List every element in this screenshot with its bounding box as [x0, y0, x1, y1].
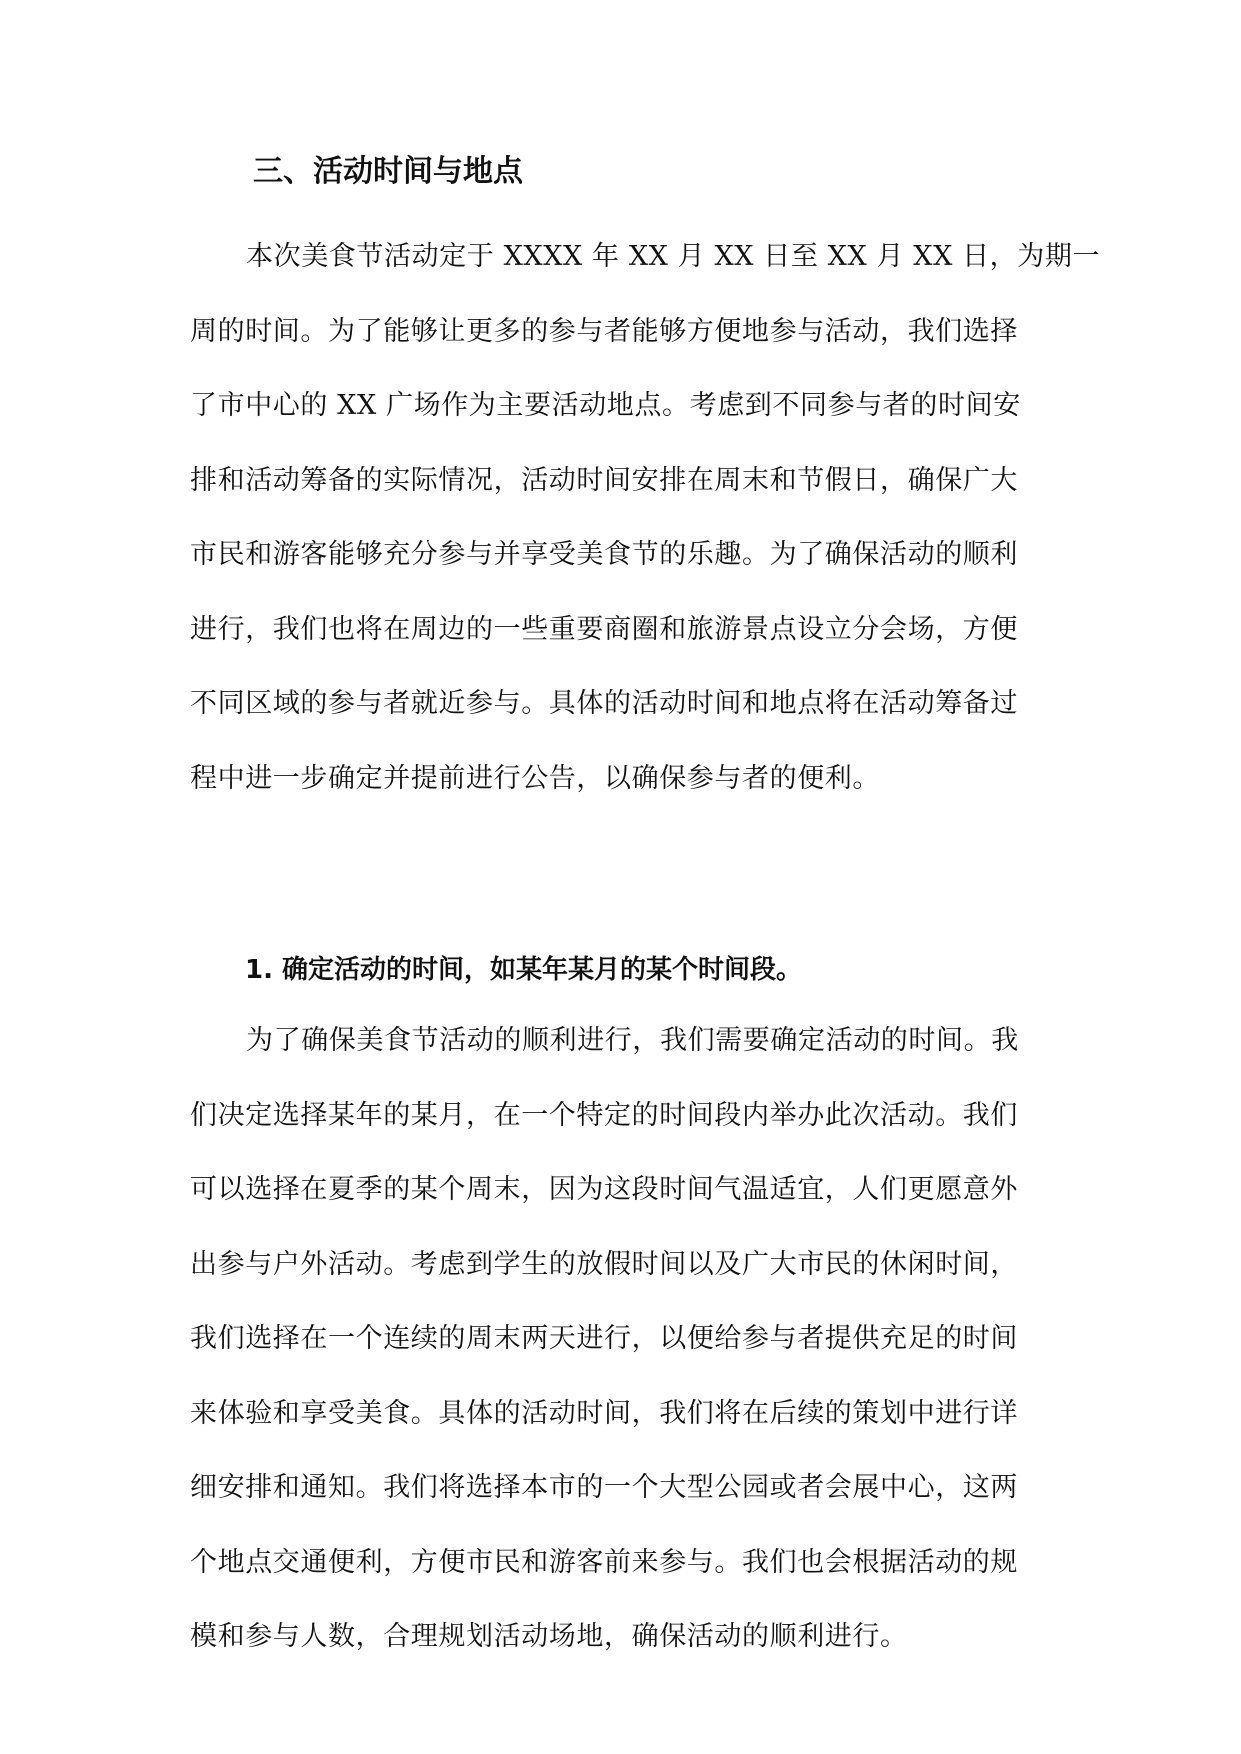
paragraph-line: 本次美食节活动定于 XXXX 年 XX 月 XX 日至 XX 月 XX 日，为期一: [246, 241, 1101, 272]
paragraph-line: 了市中心的 XX 广场作为主要活动地点。考虑到不同参与者的时间安: [190, 390, 1021, 421]
paragraph-line: 为了确保美食节活动的顺利进行，我们需要确定活动的时间。我: [246, 1025, 1019, 1056]
paragraph-line: 不同区域的参与者就近参与。具体的活动时间和地点将在活动筹备过: [190, 688, 1018, 719]
paragraph-line: 我们选择在一个连续的周末两天进行，以便给参与者提供充足的时间: [190, 1323, 1018, 1354]
paragraph-line: 排和活动筹备的实际情况，活动时间安排在周末和节假日，确保广大: [190, 464, 1018, 496]
subsection-paragraph: [190, 1004, 1060, 1675]
paragraph-line: 进行，我们也将在周边的一些重要商圈和旅游景点设立分会场，方便: [190, 613, 1018, 645]
paragraph-line: 个地点交通便利，方便市民和游客前来参与。我们也会根据活动的规: [190, 1546, 1018, 1578]
paragraph-line: 周的时间。为了能够让更多的参与者能够方便地参与活动，我们选择: [190, 315, 1018, 347]
paragraph-line: 出参与户外活动。考虑到学生的放假时间以及广大市民的休闲时间，: [190, 1248, 1018, 1280]
paragraph-line: 程中进一步确定并提前进行公告，以确保参与者的便利。: [190, 762, 880, 794]
paragraph-line: 细安排和通知。我们将选择本市的一个大型公园或者会展中心，这两: [190, 1472, 1018, 1503]
subsection-heading: 1. 确定活动的时间，如某年某月的某个时间段。: [245, 955, 803, 985]
section-paragraph: [190, 220, 1101, 816]
paragraph-line: 模和参与人数，合理规划活动场地，确保活动的顺利进行。: [190, 1621, 908, 1652]
section-heading: 三、活动时间与地点: [253, 154, 523, 189]
paragraph-line: 可以选择在夏季的某个周末，因为这段时间气温适宜，人们更愿意外: [190, 1174, 1018, 1205]
paragraph-line: 来体验和享受美食。具体的活动时间，我们将在后续的策划中进行详: [190, 1397, 1018, 1429]
paragraph-line: 市民和游客能够充分参与并享受美食节的乐趣。为了确保活动的顺利: [190, 539, 1018, 570]
paragraph-line: 们决定选择某年的某月，在一个特定的时间段内举办此次活动。我们: [190, 1099, 1018, 1131]
